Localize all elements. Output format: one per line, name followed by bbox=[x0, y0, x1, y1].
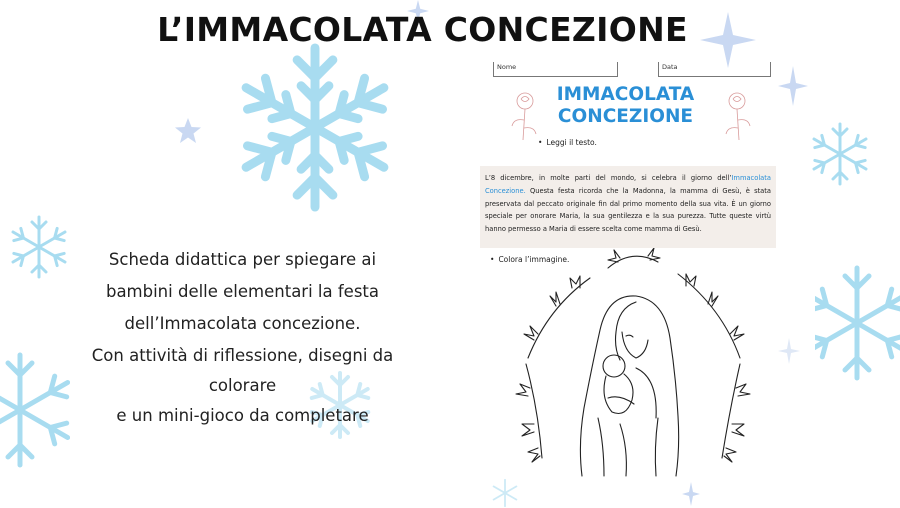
madonna-coloring-illustration bbox=[508, 248, 758, 480]
description-line: Scheda didattica per spiegare ai bbox=[108, 250, 377, 269]
worksheet-title bbox=[538, 84, 713, 128]
description-line: dell’Immacolata concezione. bbox=[124, 314, 361, 333]
name-field bbox=[493, 62, 618, 77]
reading-text-part: Questa festa ricorda che la Madonna, la mamma di Gesù, è stata preservata dal peccato originale fin dal primo momento della sua vita. È un giorno speciale per onorare Maria, la sua gentilezza e la sua purezza. Tutte queste virtù hanno permesso a Maria di essere scelta come mamma di Gesù. bbox=[485, 186, 771, 234]
snowflake-decoration-right bbox=[810, 118, 870, 190]
description-line: Con attività di riflessione, disegni da bbox=[91, 346, 394, 365]
snowflake-decoration-small-bottom bbox=[480, 478, 530, 508]
name-label: Nome bbox=[497, 63, 517, 71]
reading-text-part: L’8 dicembre, in molte parti del mondo, si celebra il giorno dell’ bbox=[485, 174, 732, 182]
date-label: Data bbox=[662, 63, 678, 71]
snowflake-decoration-bottom-left bbox=[0, 340, 70, 480]
worksheet-title-line: IMMACOLATA bbox=[556, 84, 695, 105]
page-title: L’IMMACOLATA CONCEZIONE bbox=[157, 10, 688, 49]
worksheet-preview bbox=[478, 62, 783, 482]
rose-icon bbox=[720, 90, 754, 142]
reading-text-highlight: Immacolata Concezione. bbox=[485, 174, 771, 195]
star-decoration-left bbox=[174, 118, 202, 144]
worksheet-title-line: CONCEZIONE bbox=[557, 106, 694, 127]
reading-text bbox=[480, 166, 776, 248]
description-line: e un mini-gioco da completare bbox=[116, 406, 369, 425]
snowflake-decoration-bottom-right bbox=[815, 258, 900, 388]
snowflake-decoration-large bbox=[220, 40, 410, 215]
snowflake-decoration-left bbox=[8, 212, 70, 282]
description-line: bambini delle elementari la festa bbox=[105, 282, 380, 301]
description bbox=[70, 244, 415, 432]
instruction-color: • Colora l’immagine. bbox=[490, 255, 569, 264]
description-line: colorare bbox=[208, 376, 277, 395]
date-field bbox=[658, 62, 771, 77]
rose-icon bbox=[508, 90, 542, 142]
instruction-read: • Leggi il testo. bbox=[538, 138, 597, 147]
star-decoration-bottom bbox=[682, 482, 700, 506]
